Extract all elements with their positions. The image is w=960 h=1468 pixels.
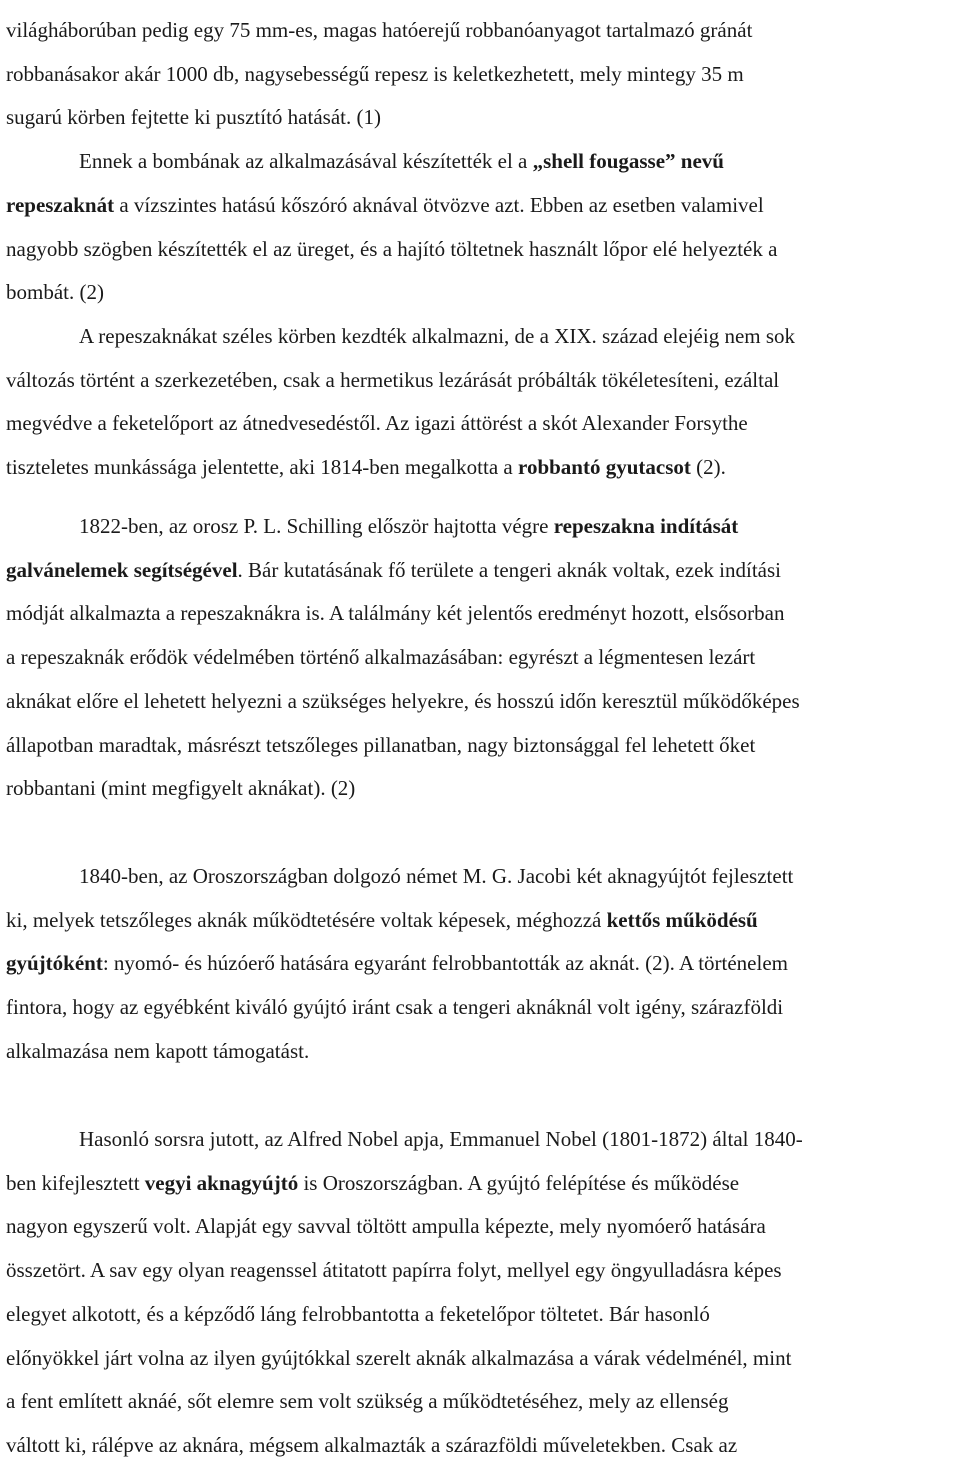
text-line — [6, 140, 954, 184]
text-line — [6, 9, 954, 53]
text-run: . Bár kutatásának fő területe a tengeri aknák voltak, ezek indítási — [237, 557, 781, 582]
text-line — [6, 855, 954, 899]
text-run: a vízszintes hatású kőszóró aknával ötvözve azt. Ebben az esetben valamivel — [114, 192, 764, 217]
text-run: megvédve a feketelőport az átnedvesedéstől. Az igazi áttörést a skót Alexander Forsythe — [6, 411, 748, 436]
text-line — [6, 315, 954, 359]
text-line — [6, 1118, 954, 1162]
bold-term: galvánelemek segítségével — [6, 557, 238, 582]
text-line — [6, 1380, 954, 1424]
text-run: nagyon egyszerű volt. Alapját egy savval töltött ampulla képezte, mely nyomóerő hatására — [6, 1214, 766, 1239]
text-run: 1822-ben, az orosz P. L. Schilling először hajtotta végre — [79, 514, 554, 538]
text-run: is Oroszországban. A gyújtó felépítése és működése — [298, 1170, 740, 1195]
text-run: módját alkalmazta a repeszaknákra is. A találmány két jelentős eredményt hozott, elsősorban — [6, 601, 785, 626]
text-line — [6, 402, 954, 446]
text-line — [6, 1030, 954, 1074]
paragraph-nobel — [6, 1118, 954, 1468]
text-run: fintora, hogy az egyébként kiváló gyújtó iránt csak a tengeri aknáknál volt igény, szárazföldi — [6, 995, 784, 1020]
text-run: Hasonló sorsra jutott, az Alfred Nobel apja, Emmanuel Nobel (1801-1872) által 1840- — [79, 1127, 803, 1151]
text-line — [6, 1162, 954, 1206]
text-run: állapotban maradtak, másrészt tetszőleges pillanatban, nagy biztonsággal fel lehetett őket — [6, 732, 756, 757]
text-run: nagyobb szögben készítették el az üreget, és a hajító töltetnek használt lőpor elé helyezték a — [6, 236, 778, 261]
text-run: ki, melyek tetszőleges aknák működtetésére voltak képesek, méghozzá — [6, 907, 607, 932]
text-line — [6, 724, 954, 768]
text-run: világháborúban pedig egy 75 mm-es, magas hatóerejű robbanóanyagot tartalmazó gránát — [6, 18, 753, 42]
text-run: a fent említett aknáé, sőt elemre sem volt szükség a működtetéséhez, mely az ellenség — [6, 1389, 729, 1414]
text-run: 1840-ben, az Oroszországban dolgozó német M. G. Jacobi két aknagyújtót fejlesztett — [79, 864, 794, 888]
text-line — [6, 505, 954, 549]
text-line — [6, 1205, 954, 1249]
text-run: elegyet alkotott, és a képződő láng felrobbantotta a feketelőpor töltetet. Bár hasonló — [6, 1301, 710, 1326]
bold-term: kettős működésű — [606, 907, 758, 932]
text-line — [6, 359, 954, 403]
paragraph-schilling — [6, 505, 954, 811]
text-line — [6, 767, 954, 811]
text-line — [6, 942, 954, 986]
text-run: : nyomó- és húzóerő hatására egyaránt felrobbantották az aknát. (2). A történelem — [102, 951, 788, 976]
text-line — [6, 53, 954, 97]
text-run: összetört. A sav egy olyan reagenssel átitatott papírra folyt, mellyel egy öngyulladásra képes — [6, 1258, 782, 1283]
text-run: tiszteletes munkássága jelentette, aki 1814-ben megalkotta a — [6, 455, 518, 480]
text-line — [6, 680, 954, 724]
text-line — [6, 592, 954, 636]
text-line — [6, 636, 954, 680]
text-run: (2). — [690, 455, 726, 480]
text-run: változás történt a szerkezetében, csak a hermetikus lezárását próbálták tökéletesíteni, ezáltal — [6, 367, 780, 392]
bold-term: gyújtóként — [6, 951, 103, 976]
bold-term: repeszakna indítását — [553, 514, 739, 538]
text-line — [6, 1424, 954, 1468]
text-line — [6, 1337, 954, 1381]
bold-term: „shell fougasse” nevű — [532, 149, 724, 174]
bold-term: vegyi aknagyújtó — [144, 1170, 299, 1195]
text-run: robbanásakor akár 1000 db, nagysebességű repesz is keletkezhetett, mely mintegy 35 m — [6, 61, 744, 86]
text-run: A repeszaknákat széles körben kezdték alkalmazni, de a XIX. század elejéig nem sok — [79, 323, 796, 348]
text-line — [6, 986, 954, 1030]
text-run: a repeszaknák erődök védelmében történő alkalmazásában: egyrészt a légmentesen lezárt — [6, 645, 756, 670]
text-line — [6, 549, 954, 593]
text-run: sugarú körben fejtette ki pusztító hatását. (1) — [6, 105, 381, 130]
text-line — [6, 1293, 954, 1337]
text-line — [6, 184, 954, 228]
paragraph-shell-fougasse — [6, 9, 954, 490]
text-run: aknákat előre el lehetett helyezni a szükséges helyekre, és hosszú időn keresztül működőképes — [6, 688, 800, 713]
text-line — [6, 446, 954, 490]
bold-term: repeszaknát — [6, 192, 115, 217]
paragraph-jacobi — [6, 855, 954, 1074]
text-line — [6, 96, 954, 140]
bold-term: robbantó gyutacsot — [518, 455, 691, 480]
text-run: előnyökkel járt volna az ilyen gyújtókkal szerelt aknák alkalmazása a várak védelménél, mint — [6, 1345, 792, 1370]
text-line — [6, 228, 954, 272]
text-run: bombát. (2) — [6, 280, 104, 305]
text-line — [6, 899, 954, 943]
text-run: ben kifejlesztett — [6, 1170, 145, 1195]
text-line — [6, 271, 954, 315]
text-line — [6, 1249, 954, 1293]
text-run: alkalmazása nem kapott támogatást. — [6, 1038, 310, 1063]
text-run: robbantani (mint megfigyelt aknákat). (2) — [6, 776, 356, 801]
text-run: Ennek a bombának az alkalmazásával készítették el a — [79, 149, 533, 174]
text-run: váltott ki, rálépve az aknára, mégsem alkalmazták a szárazföldi műveletekben. Csak az — [6, 1432, 738, 1457]
